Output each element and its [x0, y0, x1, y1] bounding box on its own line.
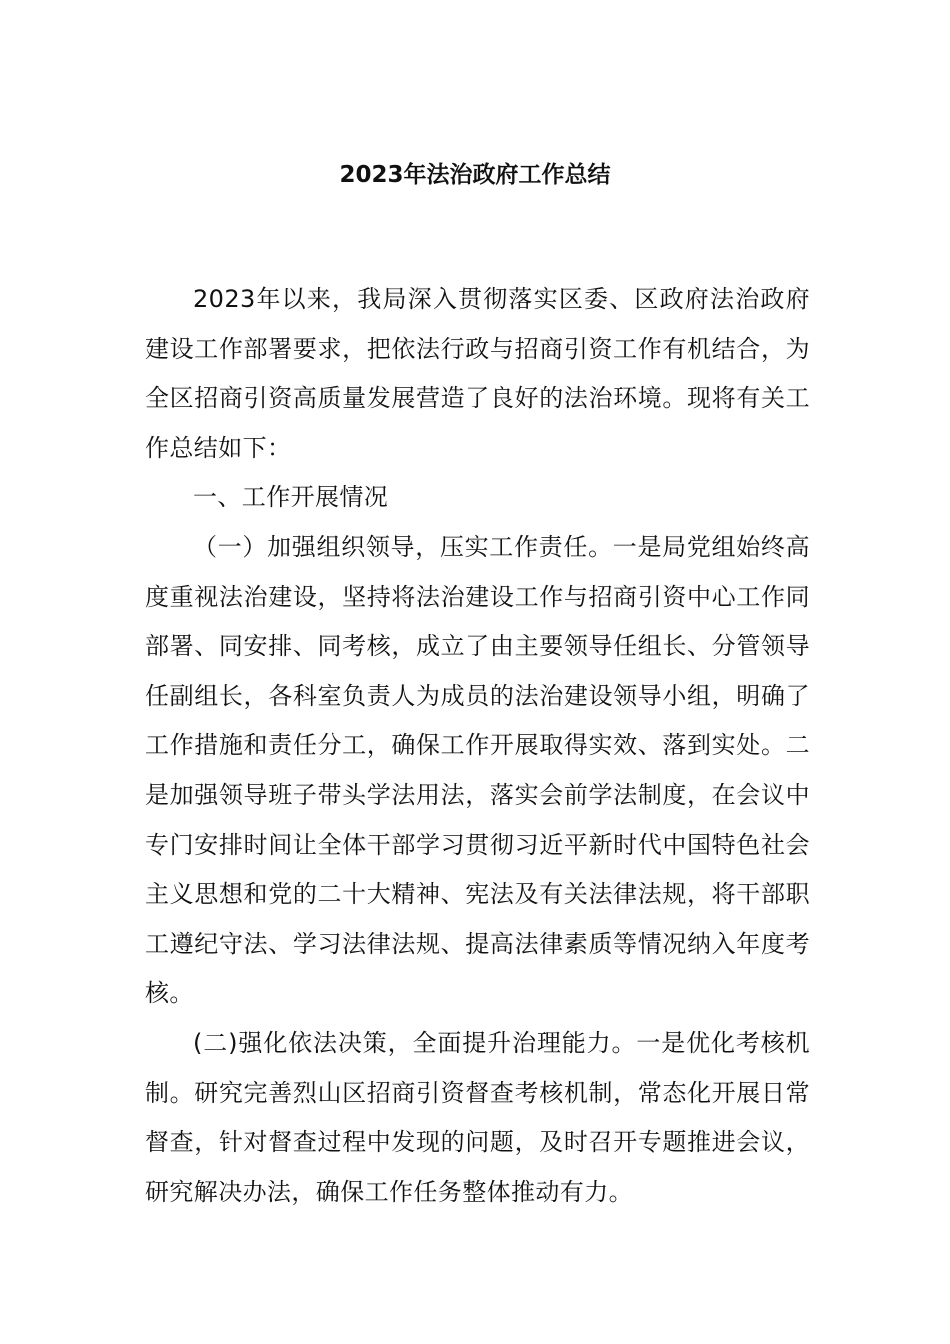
document-title: 2023年法治政府工作总结 — [339, 162, 611, 188]
intro-paragraph: 2023年以来，我局深入贯彻落实区委、区政府法治政府建设工作部署要求，把依法行政与招商引资工作有机结合，为全区招商引资高质量发展营造了良好的法治环境。现将有关工作总结如下： — [145, 285, 810, 462]
subsection-paragraph-1: （一）加强组织领导，压实工作责任。一是局党组始终高度重视法治建设，坚持将法治建设工作与招商引资中心工作同部署、同安排、同考核，成立了由主要领导任组长、分管领导任副组长，各科室负责人为成员的法治建设领导小组，明确了工作措施和责任分工，确保工作开展取得实效、落到实处。二是加强领导班子带头学法用法，落实会前学法制度，在会议中专门安排时间让全体干部学习贯彻习近平新时代中国特色社会主义思想和党的二十大精神、宪法及有关法律法规，将干部职工遵纪守法、学习法律法规、提高法律素质等情况纳入年度考核。 — [145, 532, 810, 1008]
document-body — [145, 275, 810, 1217]
subsection-paragraph-2: (二)强化依法决策，全面提升治理能力。一是优化考核机制。研究完善烈山区招商引资督查考核机制，常态化开展日常督查，针对督查过程中发现的问题，及时召开专题推进会议，研究解决办法，确保工作任务整体推动有力。 — [145, 1028, 810, 1206]
section-heading: 一、工作开展情况 — [193, 483, 389, 512]
